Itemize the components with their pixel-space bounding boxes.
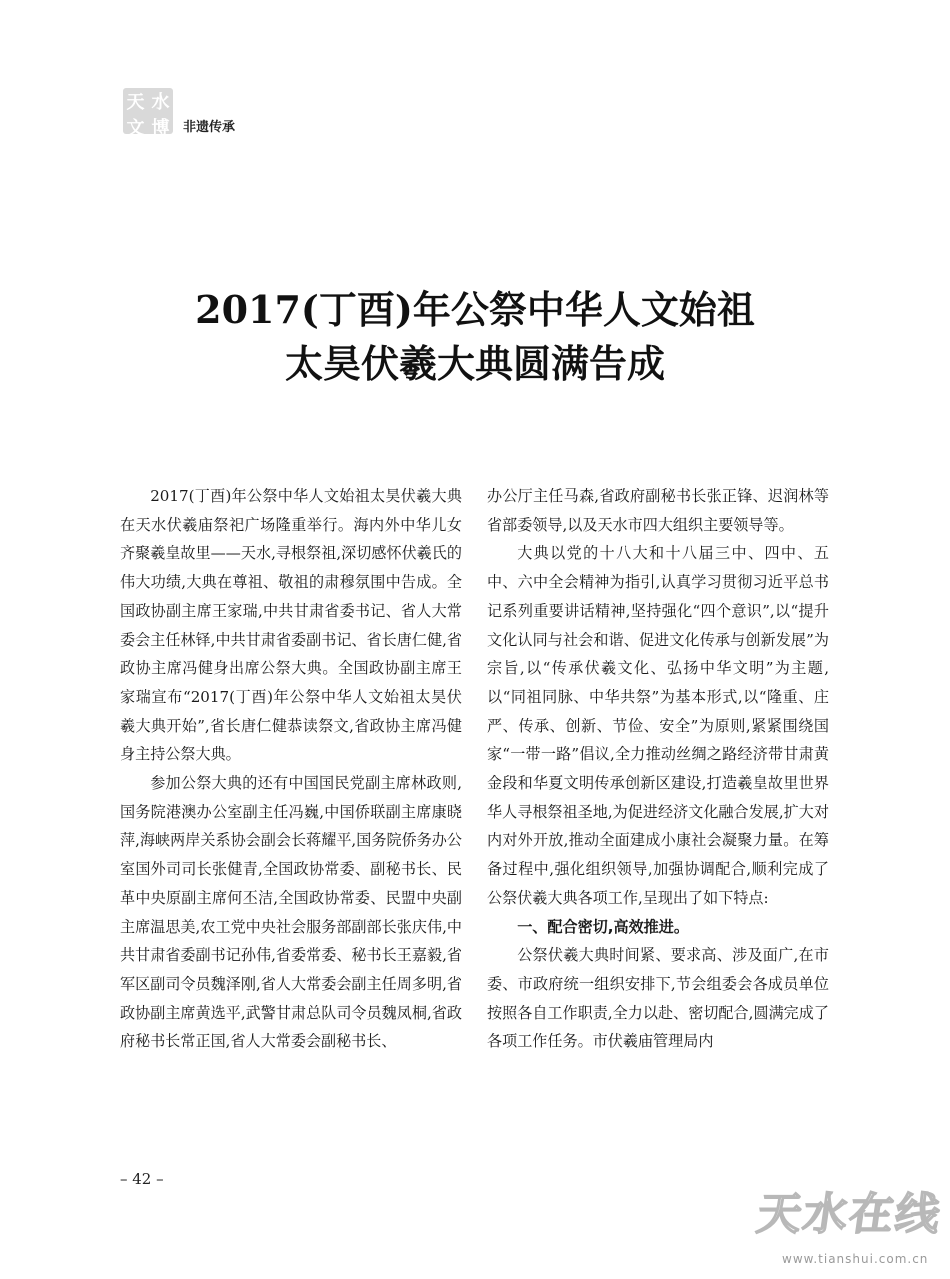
- watermark: [752, 1176, 945, 1272]
- journal-logo: [123, 88, 173, 139]
- logo-char: 博: [151, 118, 170, 139]
- article-title-line-2: 太昊伏羲大典圆满告成: [284, 341, 665, 386]
- paragraph-intro: 2017(丁酉)年公祭中华人文始祖太昊伏羲大典在天水伏羲庙祭祀广场隆重举行。海内外中华儿女齐聚羲皇故里——天水,寻根祭祖,深切感怀伏羲氏的伟大功绩,大典在尊祖、敬祖的肃穆氛围中告成。全国政协副主席王家瑞,中共甘肃省委书记、省人大常委会主任林铎,中共甘肃省委副书记、省长唐仁健,省政协主席冯健身出席公祭大典。全国政协副主席王家瑞宣布“2017(丁酉)年公祭中华人文始祖太昊伏羲大典开始”,省长唐仁健恭读祭文,省政协主席冯健身主持公祭大典。: [120, 487, 462, 764]
- section-heading: 一、配合密切,高效推进。: [517, 917, 689, 936]
- logo-char: 天: [126, 92, 145, 113]
- watermark-text: 天水在线: [753, 1189, 945, 1240]
- article-title-line-1: 2017(丁酉)年公祭中华人文始祖: [195, 287, 755, 332]
- paragraph-cooperation: 公祭伏羲大典时间紧、要求高、涉及面广,在市委、市政府统一组织安排下,节会组委会各成员单位按照各自工作职责,全力以赴、密切配合,圆满完成了各项工作任务。市伏羲庙管理局内: [487, 946, 829, 1051]
- paragraph-guidelines: 大典以党的十八大和十八届三中、四中、五中、六中全会精神为指引,认真学习贯彻习近平总书记系列重要讲话精神,坚持强化“四个意识”,以“提升文化认同与社会和谐、促进文化传承与创新发展”为宗旨,以“传承伏羲文化、弘扬中华文明”为主题,以“同祖同脉、中华共祭”为基本形式,以“隆重、庄严、传承、创新、节俭、安全”为原则,紧紧围绕国家“一带一路”倡议,全力推动丝绸之路经济带甘肃黄金段和华夏文明传承创新区建设,打造羲皇故里世界华人寻根祭祖圣地,为促进经济文化融合发展,扩大对内对外开放,推动全面建成小康社会凝聚力量。在筹备过程中,强化组织领导,加强协调配合,顺利完成了公祭伏羲大典各项工作,呈现出了如下特点:: [487, 544, 829, 907]
- page-number: – 42 –: [120, 1170, 164, 1188]
- paragraph-continuation: 办公厅主任马森,省政府副秘书长张正锋、迟润林等省部委领导,以及天水市四大组织主要领导等。: [487, 487, 829, 534]
- section-label: 非遗传承: [183, 120, 236, 135]
- watermark-url: www.tianshui.com.cn: [782, 1252, 929, 1266]
- left-column: [120, 482, 462, 1056]
- logo-char: 水: [151, 92, 170, 113]
- paragraph-attendees: 参加公祭大典的还有中国国民党副主席林政则,国务院港澳办公室副主任冯巍,中国侨联副主席康晓萍,海峡两岸关系协会副会长蒋耀平,国务院侨务办公室国外司司长张健青,全国政协常委、副秘书长、民革中央原副主席何丕洁,全国政协常委、民盟中央副主席温思美,农工党中央社会服务部副部长张庆伟,中共甘肃省委副书记孙伟,省委常委、秘书长王嘉毅,省军区副司令员魏泽刚,省人大常委会副主任周多明,省政协副主席黄选平,武警甘肃总队司令员魏凤桐,省政府秘书长常正国,省人大常委会副秘书长、: [120, 774, 462, 1051]
- logo-char: 文: [126, 118, 145, 139]
- right-column: [487, 482, 829, 1056]
